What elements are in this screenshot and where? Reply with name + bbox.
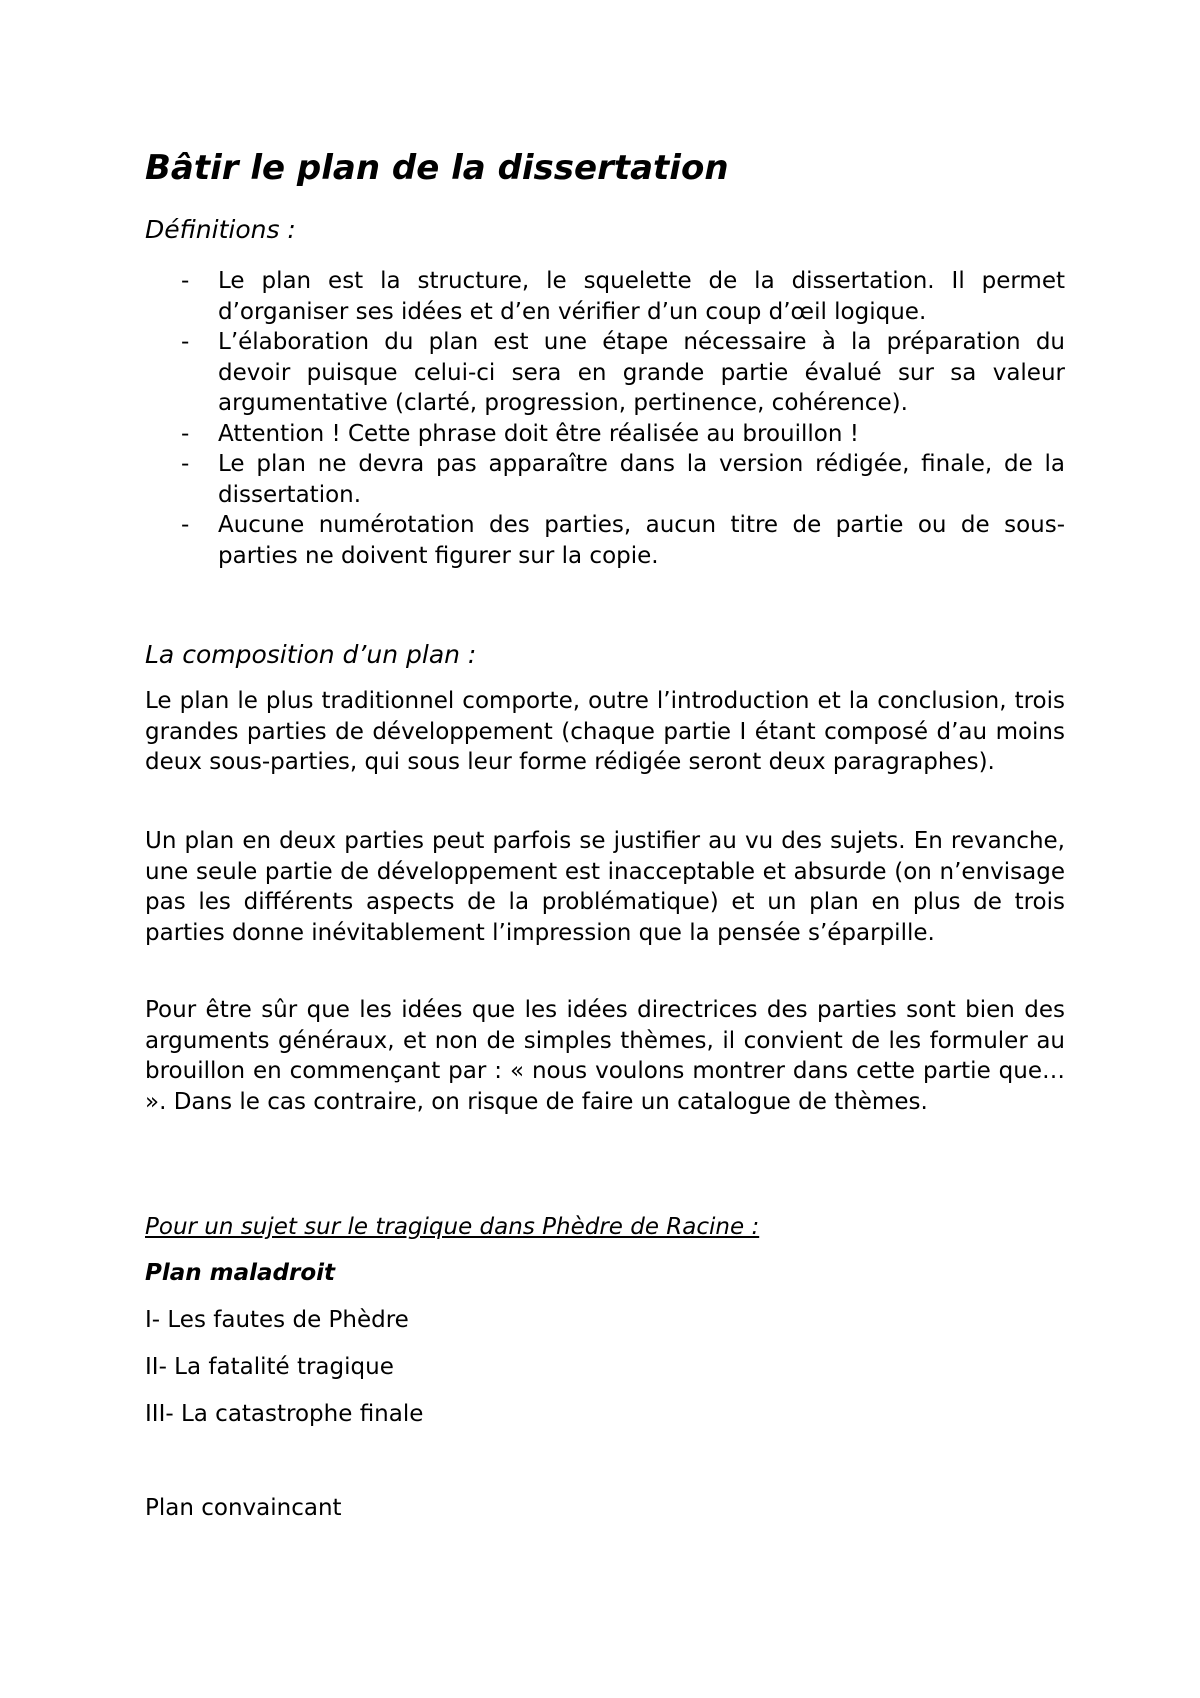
bullet-marker: - — [181, 420, 190, 447]
paragraph: Le plan le plus traditionnel comporte, outre l’introduction et la conclusion, trois grandes parties de développement (chaque partie I étant composé d’au moins deux sous-parties, qui sous leur forme rédigée seront deux paragraphes). — [145, 688, 1065, 775]
paragraph: Pour être sûr que les idées que les idées directrices des parties sont bien des arguments généraux, et non de simples thèmes, il convient de les formuler au brouillon en commençant par : « nous voulons montrer dans cette partie que… ». Dans le cas contraire, on risque de faire un catalogue de thèmes. — [145, 997, 1065, 1115]
bullet-marker: - — [181, 268, 190, 294]
bullet-marker: - — [181, 451, 190, 477]
list-item — [145, 419, 1065, 450]
bullet-marker: - — [181, 329, 190, 355]
paragraph: Un plan en deux parties peut parfois se justifier au vu des sujets. En revanche, une seule partie de développement est inacceptable et absurde (on n’envisage pas les différents aspects de la problématique) et un plan en plus de trois parties donne inévitablement l’impression que la pensée s’éparpille. — [145, 828, 1065, 946]
plan-item: II- La fatalité tragique — [145, 1354, 394, 1380]
bullet-marker: - — [181, 512, 190, 538]
list-item-text: Aucune numérotation des parties, aucun titre de partie ou de sous-parties ne doivent figurer sur la copie. — [218, 512, 1065, 569]
list-item — [145, 510, 1065, 571]
list-item — [145, 449, 1065, 510]
list-item-text: L’élaboration du plan est une étape nécessaire à la préparation du devoir puisque celui-ci sera en grande partie évalué sur sa valeur argumentative (clarté, progression, pertinence, cohérence). — [218, 329, 1065, 416]
plan-item: III- La catastrophe finale — [145, 1401, 424, 1427]
plan-item: I- Les fautes de Phèdre — [145, 1307, 409, 1333]
example-subject: Pour un sujet sur le tragique dans Phèdre de Racine : — [145, 1214, 760, 1240]
list-item — [145, 327, 1065, 419]
definitions-heading: Définitions : — [145, 215, 296, 244]
list-item-text: Le plan est la structure, le squelette de la dissertation. Il permet d’organiser ses idées et d’en vérifier d’un coup d’œil logique. — [218, 268, 1065, 325]
definitions-list — [145, 266, 1065, 571]
composition-heading: La composition d’un plan : — [145, 640, 477, 669]
list-item-text: Attention ! Cette phrase doit être réalisée au brouillon ! — [218, 420, 859, 447]
list-item — [145, 266, 1065, 327]
document-title: Bâtir le plan de la dissertation — [145, 148, 729, 188]
bad-plan-label: Plan maladroit — [145, 1260, 336, 1286]
list-item-text: Le plan ne devra pas apparaître dans la version rédigée, finale, de la dissertation. — [218, 451, 1065, 508]
good-plan-label: Plan convaincant — [145, 1495, 342, 1521]
